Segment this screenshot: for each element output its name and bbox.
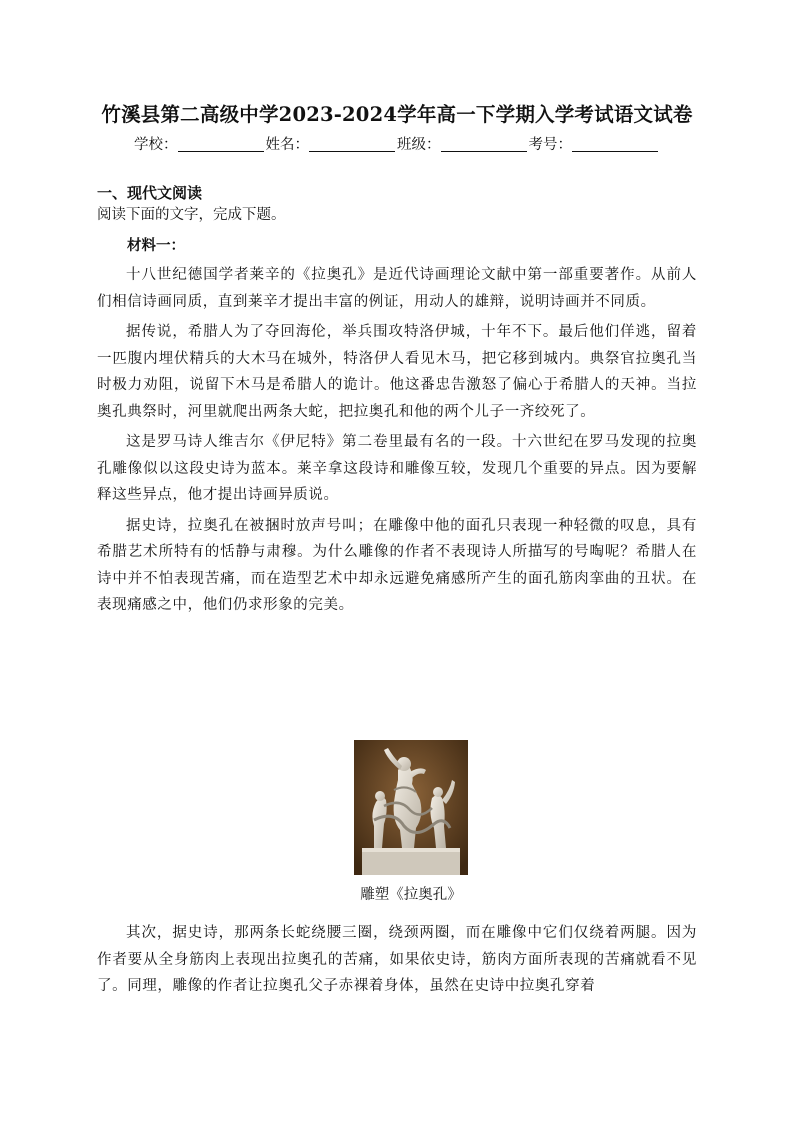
school-label: 学校： [134,137,178,153]
passage-paragraph: 据史诗，拉奥孔在被捆时放声号叫；在雕像中他的面孔只表现一种轻微的叹息，具有希腊艺术所特有的恬静与肃穆。为什么雕像的作者不表现诗人所描写的号啕呢？希腊人在诗中并不怕表现苦痛，而在造型艺术中却永远避免痛感所产生的面孔筋肉挛曲的丑状。在表现痛感之中，他们仍求形象的完美。 [97,517,697,613]
section-instruction: 阅读下面的文字，完成下题。 [97,207,286,223]
passage-paragraph: 其次，据史诗，那两条长蛇绕腰三圈，绕颈两圈，而在雕像中它们仅绕着两腿。因为作者要从全身筋肉上表现出拉奥孔的苦痛，如果依史诗，筋肉方面所表现的苦痛就看不见了。同理，雕像的作者让拉奥孔父子赤裸着身体，虽然在史诗中拉奥孔穿着 [97,925,697,994]
section-title: 一、现代文阅读 [97,184,203,202]
reading-passage-continued [97,920,697,1000]
figure-caption: 雕塑《拉奥孔》 [360,887,462,903]
name-blank [309,137,395,152]
exam-number-field [529,134,661,156]
name-field [266,134,398,156]
school-field [134,134,266,156]
class-field [397,134,529,156]
reading-passage [97,262,697,619]
class-blank [441,137,527,152]
sculpture-illustration-icon [354,740,468,875]
material-label: 材料一： [127,238,185,254]
school-blank [178,137,264,152]
student-info-line [0,134,794,156]
passage-paragraph: 这是罗马诗人维吉尔《伊尼特》第二卷里最有名的一段。十六世纪在罗马发现的拉奥孔雕像似以这段史诗为蓝本。莱辛拿这段诗和雕像互较，发现几个重要的异点。因为要解释这些异点，他才提出诗画异质说。 [97,434,697,503]
class-label: 班级： [397,137,441,153]
exam-number-label: 考号： [528,137,572,153]
exam-title: 竹溪县第二高级中学2023-2024学年高一下学期入学考试语文试卷 [101,103,693,126]
laocoon-sculpture-photo [354,740,468,875]
passage-paragraph: 十八世纪德国学者莱辛的《拉奥孔》是近代诗画理论文献中第一部重要著作。从前人们相信诗画同质，直到莱辛才提出丰富的例证，用动人的雄辩，说明诗画并不同质。 [97,267,697,310]
passage-paragraph: 据传说，希腊人为了夺回海伦，举兵围攻特洛伊城，十年不下。最后他们佯逃，留着一匹腹内埋伏精兵的大木马在城外，特洛伊人看见木马，把它移到城内。典祭官拉奥孔当时极力劝阻，说留下木马是希腊人的诡计。他这番忠告激怒了偏心于希腊人的天神。当拉奥孔典祭时，河里就爬出两条大蛇，把拉奥孔和他的两个儿子一齐绞死了。 [97,324,697,420]
exam-number-blank [572,137,658,152]
name-label: 姓名： [265,137,309,153]
